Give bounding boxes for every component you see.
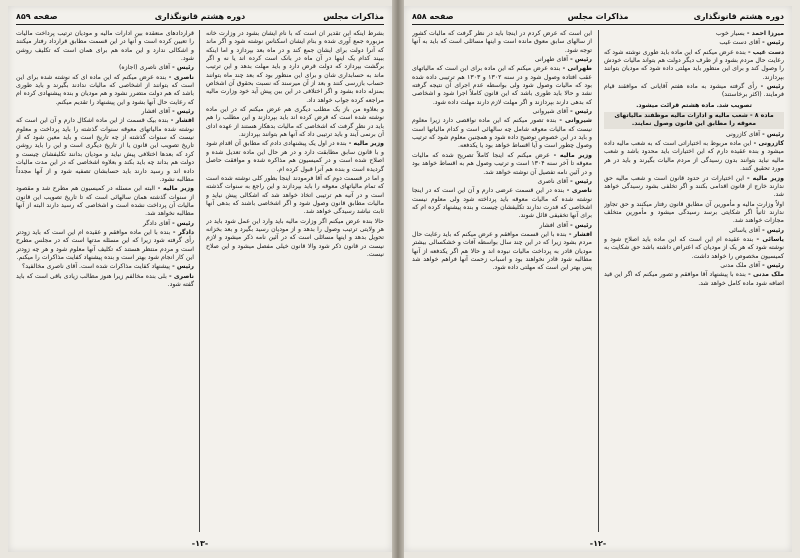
speaker-name: وزیر مالیه - [743, 174, 784, 182]
left-page-header [16, 10, 384, 25]
speaker-name: رئیس - [759, 39, 784, 47]
paragraph-text: بلی بنده مخالفم زیرا هنوز مطالب زیادی باقی است که باید گفته شود. [16, 272, 194, 288]
paragraph [16, 108, 194, 116]
speaker-name: رئیس - [567, 108, 592, 116]
book-gutter [392, 0, 404, 558]
speaker-name: رئیس - [169, 263, 194, 271]
paragraph [604, 271, 784, 288]
paragraph-text: بنده با این قسمت موافقم و عرض میکنم که باید رعایت حال مردم بشود زیرا که در این چند سال بواسطه آفات و خشکسالی بیشتر مودیان قادر به پرداخت مالیات نبوده اند و حالا هم اگر یکدفعه از آنها مطالبه شود قادر نخواهند بود و اسباب زحمت آنها فراهم خواهد شد پس بهتر این است که مهلتی داده شود. [412, 230, 592, 272]
paragraph [412, 117, 592, 150]
paragraph [604, 227, 784, 235]
right-page-number: -۱۲- [589, 539, 607, 548]
paragraph [604, 175, 784, 200]
paragraph [412, 231, 592, 273]
left-header-right: مذاکرات مجلس [323, 12, 384, 21]
left-page-number: -۱۳- [191, 539, 209, 548]
paragraph-text: آقای افشار [141, 108, 170, 116]
paragraph-text: بنده تصور میکنم که این ماده نواقصی دارد زیرا معلوم نیست که مالیات معوقه شامل چه سالهائی است و کدام مالیاتها است و باید در این خصوص توضیح داده شود و همچنین معلوم شود که ترتیب وصول چطور است و آیا اقساط خواهد بود یا یکدفعه. [412, 117, 592, 150]
paragraph [16, 74, 194, 107]
paragraph-text: بسیار خوب [715, 30, 745, 37]
paragraph-text: حالا بنده عرض میکنم اگر وزارت مالیه باید وارد این عمل شود باید در هر ولایتی ترتیب وصول را بدهد و از مودیان رسید بگیرد و بعد بخزانه تحویل بدهد و اینها مسائلی است که در آئین نامه ذکر میشود و لازم نیست در قانون ذکر شود والا قانون خیلی مفصل میشود و این صلاح نیست. [206, 217, 384, 258]
speaker-name: ناصری - [166, 73, 194, 81]
paragraph-text: این است که عرض کردم در اینجا باید در نظر گرفت که مالیات کشور از سالهای سابق معوق مانده است و اینها مسائلی است که باید به آنها توجه شود. [412, 30, 592, 54]
right-page-header [412, 10, 784, 25]
speaker-name: رئیس - [169, 108, 194, 116]
speaker-name: ملک مدنی - [745, 271, 784, 279]
speaker-name: وزیر مالیه - [346, 140, 384, 148]
paragraph-text: رأی گرفته میشود به ماده هفتم آقایانی که موافقند قیام فرمایند. (اکثر برخاستند) [604, 83, 784, 99]
paragraph [206, 218, 384, 260]
paragraph [604, 236, 784, 261]
paragraph [412, 108, 592, 116]
speaker-name: رئیس - [567, 221, 592, 229]
paragraph [604, 131, 784, 139]
speaker-name: افشار - [168, 117, 194, 125]
paragraph-text: آقای دادگر [142, 219, 170, 227]
left-header-page-ref: صفحه ۸۵۹ [16, 12, 58, 21]
speaker-name: رئیس - [757, 83, 784, 91]
paragraph [412, 222, 592, 230]
paragraph-text: ماده ۸ - شعب مالیه و ادارات مالیه موظفند مالیاتهای معوقه را مطابق این قانون وصول نمایند. [614, 112, 774, 128]
speaker-name: رئیس - [759, 226, 784, 234]
speaker-name: ناصری - [564, 187, 592, 195]
right-header-right: دوره هشتم قانونگذاری [693, 12, 784, 21]
speaker-name: کازرونی - [751, 140, 784, 148]
speaker-name: دست غیب - [745, 48, 784, 56]
paragraph [604, 112, 784, 129]
paragraph [16, 263, 194, 271]
paragraph-text: بنده عقیده ام این است که این ماده باید اصلاح شود و نوشته شود که هر یک از مودیان که اعتراض داشته باشد حق شکایت به کمیسیون مخصوص را خواهد داشت. [604, 235, 784, 260]
paragraph [206, 30, 384, 105]
left-page-column-divider [199, 30, 200, 532]
right-page-column-divider [598, 30, 599, 532]
speaker-name: رئیس - [169, 219, 194, 227]
paragraph-text: آقای ملک مدنی [720, 261, 760, 269]
speaker-name: رئیس - [759, 130, 784, 138]
paragraph-text: بنده عرض میکنم که این ماده باید طوری نوشته شود که رعایت حال مردم بشود و از طرف دیگر دولت هم بتواند مالیات خودش را وصول کند و برای این منظور باید مهلتی داده شود که مودیان بتوانند بپردازند. [604, 48, 784, 81]
speaker-name: طهرانی - [560, 65, 592, 73]
paragraph-text: و اما در قسمت دوم که آقا فرمودند اینجا بطور کلی نوشته شده است که تمام مالیاتهای معوقه را باید بپردازند و این راجع به سنوات گذشته است و در آتیه هم ترتیبی اتخاذ خواهد شد که اشکالی پیش نیاید و مالیات مطابق قانون وصول شود و اگر اشخاصی باشند که بدهی آنها ثابت نباشد رسیدگی خواهد شد. [206, 174, 384, 216]
paragraph [16, 273, 194, 290]
speaker-name: شیروانی - [556, 117, 592, 125]
paragraph [604, 140, 784, 173]
left-page-left-column [16, 30, 194, 532]
paragraph-text: اولاً وزارت مالیه و مأمورین آن مطابق قانون رفتار میکنند و حق تجاوز ندارند ثانیاً اگر شکایتی برسد رسیدگی میشود و مأمورین متخلف مجازات خواهند شد. [604, 200, 784, 225]
paragraph [604, 83, 784, 100]
paragraph-text: و بعلاوه من باز یک مطلب دیگری هم عرض میکنم که در این ماده نوشته شده است که قرض کرده اند باید بپردازند و این مطلب را هم باید در نظر گرفت که اشخاصی که مالیات بدهکار هستند از عهده ادای آن برنمی آیند و باید ترتیبی داد که آنها هم بتوانند بپردازند. [206, 106, 384, 139]
speaker-name: رئیس - [759, 261, 784, 269]
right-header-center: مذاکرات مجلس [567, 12, 629, 21]
paragraph [412, 30, 592, 55]
paragraph [412, 65, 592, 107]
paragraph-text: آقای شیروانی [532, 108, 568, 116]
speaker-name: ناصری - [166, 272, 194, 280]
paragraph [604, 30, 784, 38]
paragraph-text: آقای طهرانی [534, 56, 568, 64]
paragraph [604, 49, 784, 82]
left-page-right-column [206, 30, 384, 532]
right-header-page-ref: صفحه ۸۵۸ [412, 12, 454, 21]
speaker-name: میرزا احمد - [744, 30, 784, 37]
paragraph-text: عرض میکنم که اینجا کاملاً تصریح شده که مالیات معوقه تا آخر سنه ۱۳۰۴ است و ترتیب وصول هم به اقساط خواهد بود و در آئین نامه تفصیل آن نوشته خواهد شد. [412, 151, 592, 176]
paragraph-text: آقای افشار [539, 221, 568, 229]
paragraph [16, 117, 194, 184]
speaker-name: وزیر مالیه - [549, 151, 592, 159]
paragraph [412, 187, 592, 220]
left-header-center: دوره هشتم قانونگذاری [154, 12, 246, 21]
paragraph [16, 220, 194, 228]
paragraph [206, 106, 384, 139]
left-page [8, 6, 392, 552]
paragraph-text: بشرط اینکه این تقدیر آن است که با نام ایشان بشود در وزارت خانه مزبوره جمع آوری شده و بنام ایشان اسکناس نوشته شود و اگر ماند که آنرا دولت برای ایشان جمع کند و در ماه بعد بپردازد و اما اینکه ببیند کدام یک اینها در آن ماه در بانک است کرده اند یا نه و اگر برگشت بپردازد که دولت قرض دارد و باید مهلت بدهد و این ترتیب ماند به حسابداری شان و برای این منظور بود که بعد چند ماه بتوانند حساب بازرسی کنند و بعد از آن میرسند که نسبت بحقوق آن اشخاص بمنزله داده بشود و اگر اختلافی در این بین پیش آید خود وزارت مالیه مراجعه کرده جواب خواهد داد. [206, 30, 384, 104]
paragraph-text: بنده با پیشنهاد آقا موافقم و تصور میکنم که اگر این قید اضافه شود ماده کامل خواهد شد. [604, 271, 784, 287]
paragraph [604, 102, 784, 110]
paragraph [16, 30, 194, 63]
paragraph-text: البته این مسئله در کمیسیون هم مطرح شد و مقصود از سنوات گذشته همان سالهائی است که تا تاریخ تصویب این قانون مالیات آن پرداخت نشده است و اشخاصی که رسید دارند البته از آنها مطالبه نخواهد شد. [16, 185, 194, 218]
paragraph [412, 152, 592, 177]
paragraph-text: بنده بیک قسمت از این ماده اشکال دارم و آن این است که نوشته شده مالیاتهای معوقه سنوات گذشته را باید پرداخت و معلوم نیست که سنوات گذشته از چه تاریخ است و باید معین شود که از تاریخ تصویب این قانون یا از تاریخ دیگری است و این را باید روشن کرد که بعدها اختلافی پیش نیاید و مودیان بدانند تکلیفشان چیست و دولت هم بداند چه باید بکند و بعلاوه اشخاصی که در این مدت مالیات داده اند و رسید دارند باید حسابشان تصفیه شود و از آنها مجدداً مطالبه نشود. [16, 117, 194, 183]
paragraph-text: بنده در این قسمت عرضی دارم و آن این است که در اینجا نوشته شده که مالیات معوقه باید پرداخته شود ولی معلوم نیست اشخاصی که قدرت ندارند تکلیفشان چیست و بنده پیشنهاد کرده ام که برای آنها تخفیفی قائل شوند. [412, 187, 592, 220]
paragraph-text: این اختیارات در حدود قانون است و شعب مالیه حق ندارند خارج از قانون اقدامی بکنند و اگر تخلفی بشود رسیدگی خواهد شد. [604, 174, 784, 199]
paragraph-text: بنده عرض میکنم که این ماده ای که نوشته شده برای این است که بتوانند از اشخاصی که مالیات ندادند بگیرند و باید طوری باشد که هم دولت متضرر نشود و هم مودیان و بنده پیشنهادی کرده ام که رعایت حال آنها بشود و این پیشنهاد را تقدیم میکنم. [16, 73, 194, 106]
paragraph [16, 64, 194, 72]
paragraph-text: بنده عرض میکنم که این ماده برای این است که مالیاتهای عقب افتاده وصول شود و در سنه ۱۳۰۲ و ۱۳۰۳ هم ترتیبی داده شده بود که مالیات وصول شود ولی بواسطه عدم اجرای آن نتیجه گرفته نشد و حالا باید طوری باشد که این قانون کاملاً اجرا شود و اشخاصی که بدهی دارند بپردازند و اگر مهلت لازم دارند مهلت داده شود. [412, 65, 592, 106]
paragraph-text: بنده در اول یک پیشنهادی دادم که مطابق آن اقدام شود و با قانون سابق مطابقت دارد و در هر حال این ماده تعدیل شده و اصلاح شده است و در کمیسیون هم مذاکره شده و موافقت حاصل گردیده است و بنده هم آنرا قبول کرده ام. [206, 140, 384, 173]
right-page-right-column [604, 30, 784, 532]
paragraph-text: پیشنهاد کفایت مذاکرات شده است. آقای ناصری مخالفید؟ [22, 263, 170, 271]
paragraph-text: آقای یاسائی [729, 226, 760, 234]
paragraph-text: بنده با این ماده موافقم و عقیده ام این است که باید زودتر رأی گرفته شود زیرا که این مسئله مدتها است که در مجلس مطرح است و مردم منتظر هستند که تکلیف آنها معلوم شود و هر چه زودتر این کار انجام شود بهتر است و بنده پیشنهاد کفایت مذاکرات را میکنم. [16, 228, 194, 261]
paragraph [604, 201, 784, 226]
speaker-name: رئیس - [567, 56, 592, 64]
speaker-name: وزیر مالیه - [155, 185, 194, 193]
paragraph [412, 178, 592, 186]
speaker-name: یاسائی - [753, 235, 784, 243]
speaker-name: رئیس - [567, 177, 592, 185]
right-page-left-column [412, 30, 592, 532]
paragraph [412, 56, 592, 64]
paragraph-text: آقای ناصری [537, 177, 568, 185]
speaker-name: افشار - [566, 230, 592, 238]
paragraph [206, 175, 384, 217]
speaker-name: دادگر - [170, 228, 194, 236]
paragraph-text: آقای ناصری (اجازه) [119, 64, 170, 72]
paragraph-text: آقای کازرونی [725, 130, 760, 138]
paragraph [604, 39, 784, 47]
paragraph-text: قراردادهای منعقده بین ادارات مالیه و مودیان ترتیب پرداخت مالیات را تعیین کرده است و آنها در این قسمت مطابق قرارداد رفتار میکنند و اشکالی ندارد و این ماده هم برای همان است که تکلیف روشن شود. [16, 30, 194, 63]
paragraph [206, 140, 384, 173]
paragraph-text: این ماده مربوط به اختیاراتی است که به شعب مالیه داده میشود و بنده عقیده دارم که این اختیارات باید محدود باشد و شعب مالیه نباید بتوانند بدون رسیدگی از مردم مالیات بگیرند و باید در هر مورد تحقیق کنند. [604, 140, 784, 173]
speaker-name: رئیس - [169, 64, 194, 72]
paragraph [16, 185, 194, 218]
paragraph-text: تصویب شد. ماده هشتم قرائت میشود. [636, 101, 752, 109]
paragraph [604, 262, 784, 270]
right-page [404, 6, 792, 552]
paragraph [16, 229, 194, 262]
paragraph-text: آقای دست غیب [719, 39, 760, 47]
